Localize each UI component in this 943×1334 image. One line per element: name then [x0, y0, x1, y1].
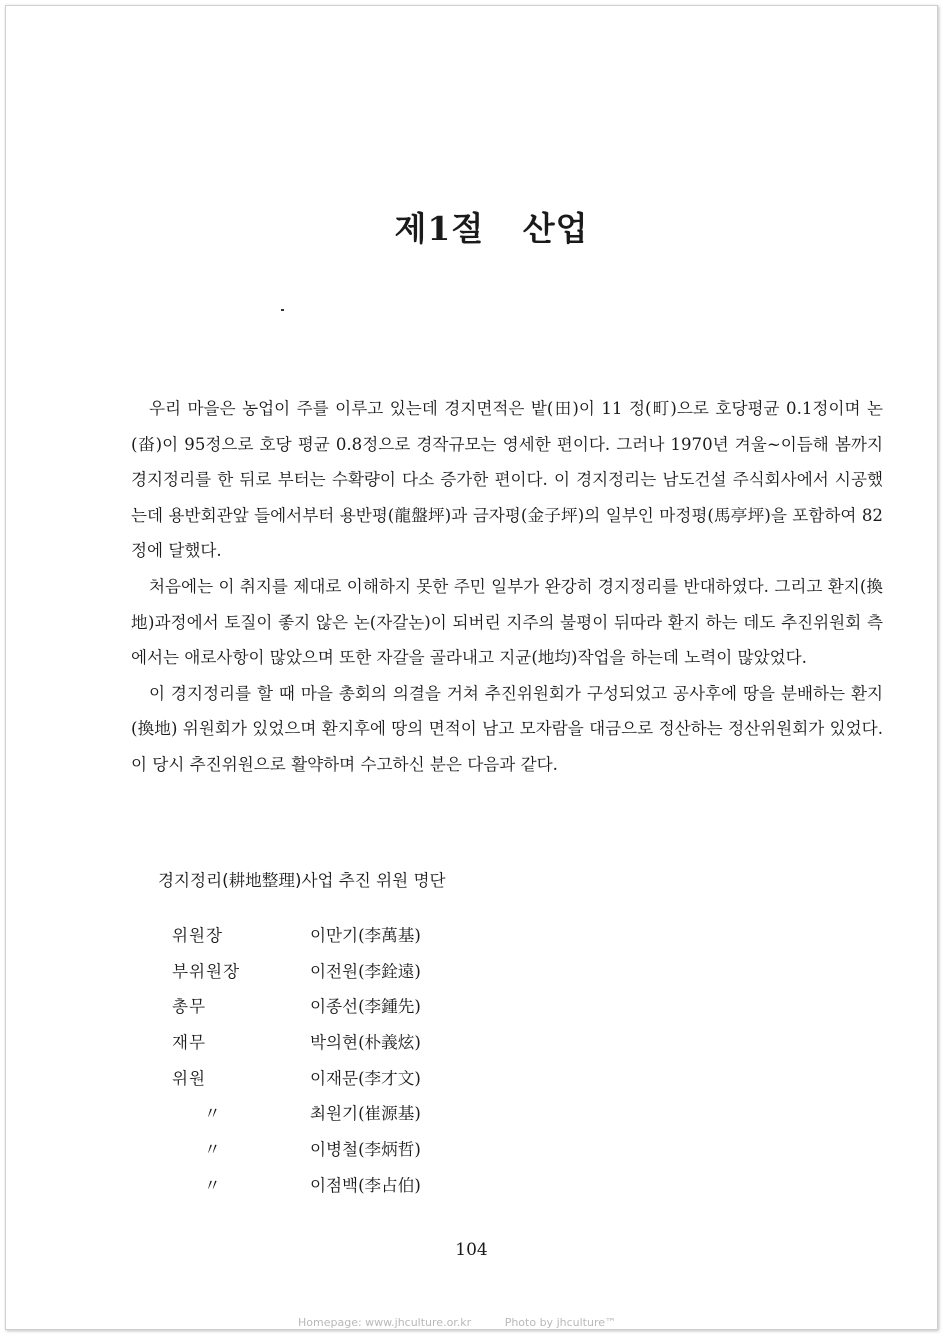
scan-speck [281, 309, 284, 311]
watermark-footer [298, 1316, 646, 1329]
member-name: 이종선(李鍾先) [310, 997, 421, 1017]
member-role: 위원장 [172, 926, 224, 945]
paragraph-2: 처음에는 이 취지를 제대로 이해하지 못한 주민 일부가 완강히 경지정리를 반대하였다. 그리고 환지(換地)과정에서 토질이 좋지 않은 논(자갈논)이 되버린 지주의 불평이 뒤따라 환지 하는 데도 추진위원회 측에서는 애로사항이 많았으며 또한 자갈을 골라내고 지균(地均)작업을 하는데 노력이 많았었다. [131, 576, 883, 668]
member-role: 총무 [172, 997, 207, 1017]
member-role: 〃 [204, 1104, 222, 1124]
member-role: 부위원장 [172, 961, 241, 981]
member-name: 박의현(朴義炫) [310, 1033, 421, 1053]
member-list-title: 경지정리(耕地整理)사업 추진 위원 명단 [158, 871, 446, 890]
homepage-link[interactable]: Homepage: www.jhculture.or.kr [298, 1316, 472, 1329]
page-number: 104 [455, 1240, 488, 1260]
member-name: 이병철(李炳哲) [310, 1140, 421, 1160]
member-name: 이만기(李萬基) [310, 926, 421, 945]
paragraph-3: 이 경지정리를 할 때 마을 총회의 의결을 거쳐 추진위원회가 구성되었고 공사후에 땅을 분배하는 환지(換地) 위원회가 있었으며 환지후에 땅의 면적이 남고 모자람을 대금으로 정산하는 정산위원회가 있었다. 이 당시 추진위원으로 활약하며 수고하신 분은 다음과 같다. [131, 683, 883, 774]
member-name: 최원기(崔源基) [310, 1104, 421, 1124]
photo-credit: Photo by jhculture™ [504, 1316, 617, 1329]
member-role: 위원 [172, 1068, 207, 1088]
member-name: 이점백(李占伯) [310, 1175, 421, 1195]
body-text [131, 391, 883, 783]
member-name: 이재문(李才文) [310, 1068, 421, 1088]
paragraph-1: 우리 마을은 농업이 주를 이루고 있는데 경지면적은 밭(田)이 11 정(町)으로 호당평균 0.1정이며 논(畓)이 95정으로 호당 평균 0.8정으로 경작규모는 영세한 편이다. 그러나 1970년 겨울~이듬해 봄까지 경지정리를 한 뒤로 부터는 수확량이 다소 증가한 편이다. 이 경지정리는 남도건설 주식회사에서 시공했는데 용반회관앞 들에서부터 용반평(龍盤坪)과 금자평(金子坪)의 일부인 마정평(馬亭坪)을 포함하여 82정에 달했다. [131, 399, 883, 561]
member-role: 〃 [204, 1140, 222, 1160]
member-role: 〃 [204, 1175, 222, 1195]
member-name: 이전원(李銓遠) [310, 961, 421, 981]
section-title: 제1절 산업 [394, 209, 589, 248]
member-role: 재무 [172, 1033, 207, 1053]
